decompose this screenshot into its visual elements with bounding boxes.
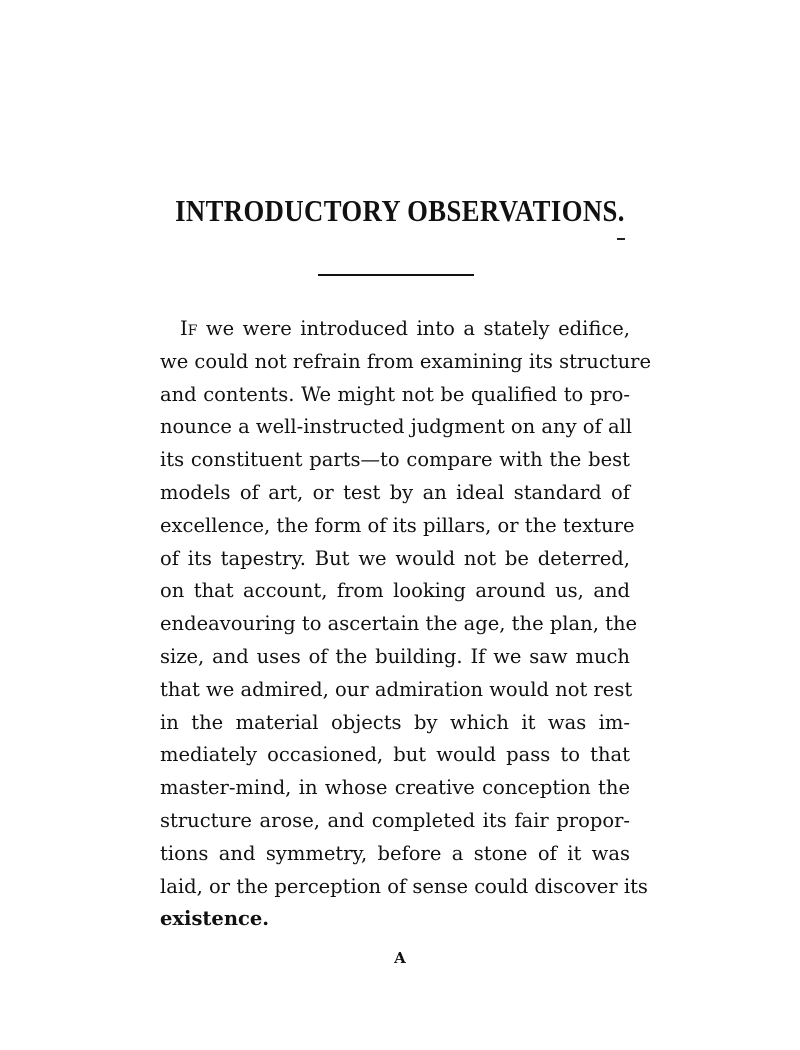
- body-line-8: of its tapestry. But we would not be deterred,: [160, 546, 630, 570]
- body-line-11: size, and uses of the building. If we saw much: [160, 644, 630, 668]
- body-line-5: its constituent parts—to compare with the best: [160, 448, 630, 472]
- body-line-12: that we admired, our admiration would not rest: [160, 677, 633, 701]
- body-line-10: endeavouring to ascertain the age, the plan, the: [160, 612, 638, 636]
- body-line-17: tions and symmetry, before a stone of it was: [160, 841, 630, 865]
- body-paragraph: [160, 313, 651, 936]
- signature-mark: A: [394, 949, 406, 967]
- body-line-6: models of art, or test by an ideal standard of: [160, 480, 630, 504]
- opening-word: If: [180, 317, 198, 340]
- body-line-7: excellence, the form of its pillars, or the texture: [160, 513, 635, 537]
- body-line-19: existence.: [160, 907, 270, 931]
- title-rule: [318, 274, 474, 276]
- body-line-4: nounce a well-instructed judgment on any of all: [160, 415, 633, 439]
- body-line-9: on that account, from looking around us, and: [160, 579, 630, 603]
- body-line-3: and contents. We might not be qualified to pro-: [160, 382, 630, 406]
- chapter-title: INTRODUCTORY OBSERVATIONS.: [175, 193, 625, 228]
- body-line-1: If we were introduced into a stately edifice,: [180, 317, 630, 340]
- body-line-14: mediately occasioned, but would pass to that: [160, 743, 630, 767]
- stray-mark: [617, 238, 625, 240]
- body-line-13: in the material objects by which it was im-: [160, 710, 630, 734]
- body-line-15: master-mind, in whose creative conception the: [160, 776, 630, 800]
- body-line-18: laid, or the perception of sense could discover its: [160, 874, 648, 898]
- body-line-16: structure arose, and completed its fair propor-: [160, 808, 630, 832]
- body-line-2: we could not refrain from examining its structure: [160, 349, 651, 373]
